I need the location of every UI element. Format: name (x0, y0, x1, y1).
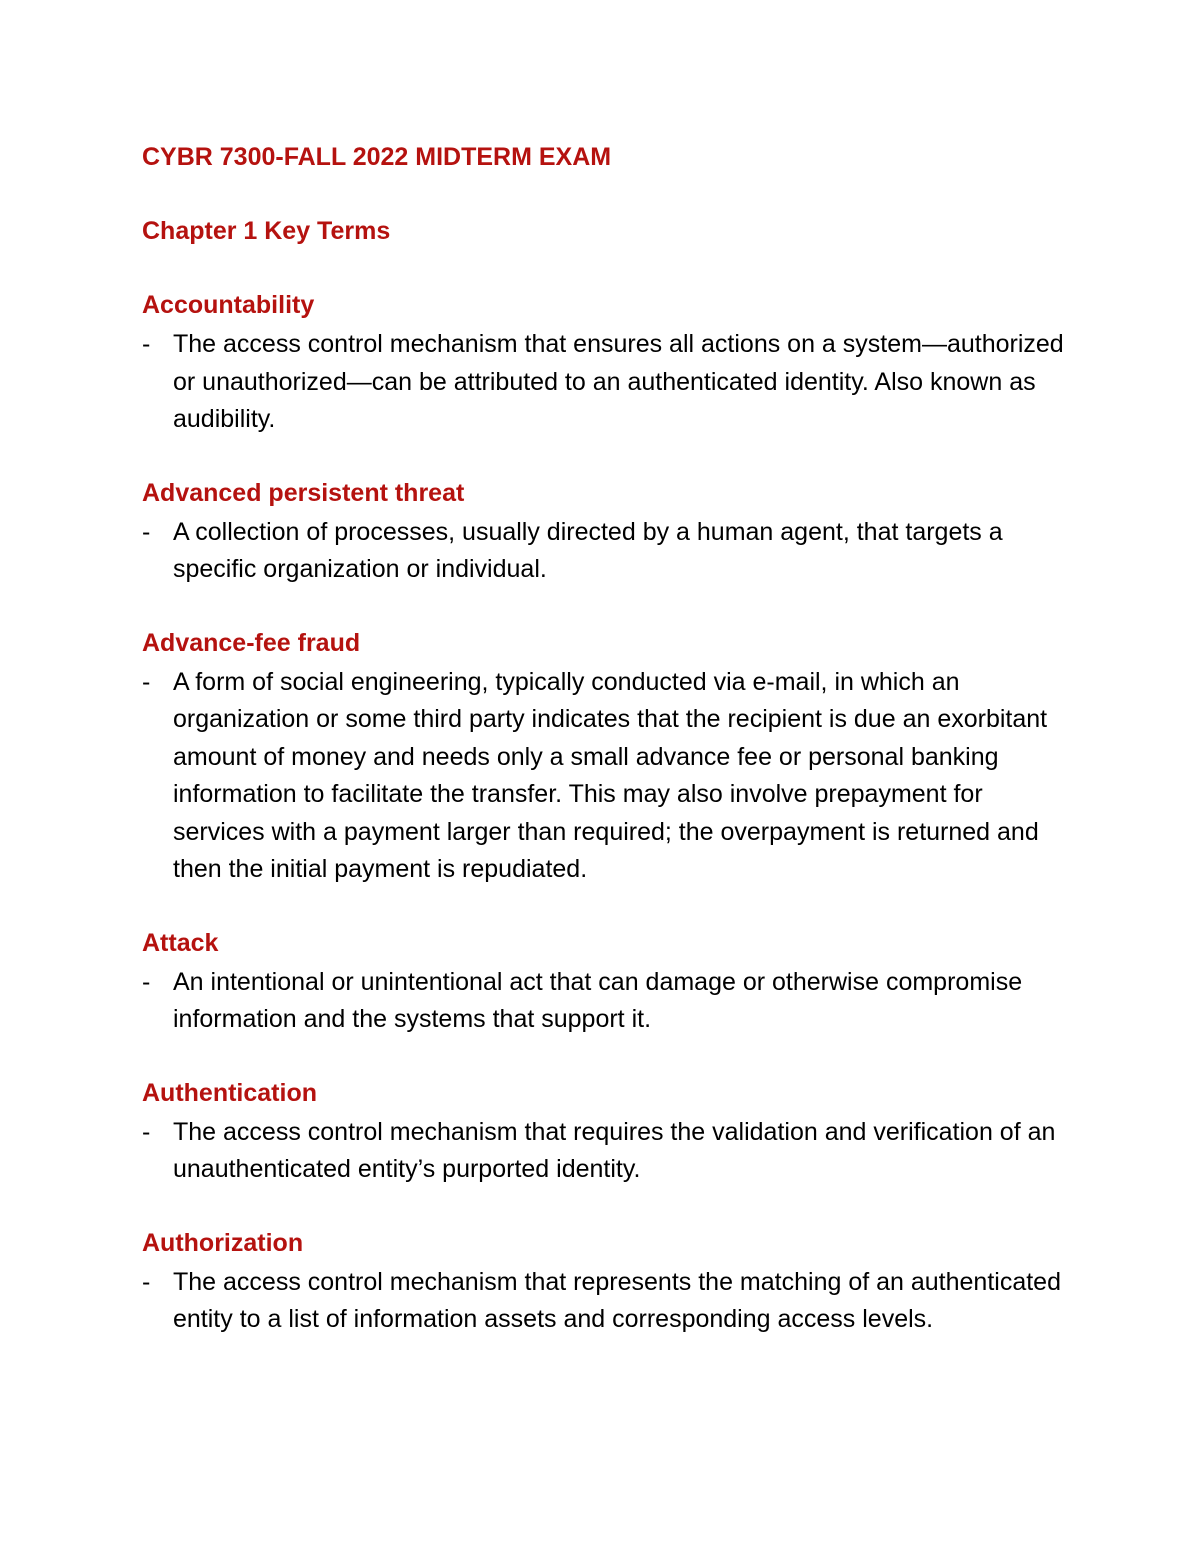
definition-text: A form of social engineering, typically conducted via e-mail, in which an organization or some third party indicates that the recipient is due an exorbitant amount of money and needs only a small advance fee or personal banking information to facilitate the transfer. This may also involve prepayment for services with a payment larger than required; the overpayment is returned and then the initial payment is repudiated. (173, 667, 1048, 883)
term-accountability (142, 288, 1072, 439)
bullet-dash: - (142, 1267, 151, 1296)
term-authentication (142, 1076, 1072, 1189)
term-definition (142, 1114, 1072, 1189)
term-name: Authentication (142, 1078, 317, 1107)
bullet-dash: - (142, 1117, 151, 1146)
term-definition (142, 514, 1072, 589)
bullet-dash: - (142, 330, 151, 358)
bullet-dash: - (142, 517, 151, 546)
term-definition (142, 664, 1072, 889)
term-definition (142, 964, 1072, 1039)
bullet-dash: - (142, 667, 151, 696)
term-name: Attack (142, 928, 219, 957)
definition-text: The access control mechanism that represents the matching of an authenticated entity to a list of information assets and corresponding access levels. (173, 1267, 1061, 1333)
term-definition (142, 1264, 1072, 1339)
document-title: CYBR 7300-FALL 2022 MIDTERM EXAM (142, 143, 612, 171)
chapter-heading: Chapter 1 Key Terms (142, 217, 391, 245)
term-name: Accountability (142, 291, 315, 319)
definition-text: The access control mechanism that ensures all actions on a system—authorized or unauthorized—can be attributed to an authenticated identity. Also known as audibility. (173, 330, 1064, 433)
document-content (142, 140, 1072, 1376)
bullet-dash: - (142, 967, 151, 996)
term-advance-fee-fraud (142, 626, 1072, 889)
term-name: Advance-fee fraud (142, 628, 361, 657)
term-advanced-persistent-threat (142, 476, 1072, 589)
term-name: Authorization (142, 1228, 304, 1257)
term-attack (142, 926, 1072, 1039)
term-name: Advanced persistent threat (142, 478, 465, 507)
definition-text: The access control mechanism that requires the validation and verification of an unauthenticated entity’s purported identity. (173, 1117, 1056, 1183)
term-definition (142, 326, 1072, 439)
definition-text: A collection of processes, usually directed by a human agent, that targets a specific organization or individual. (173, 517, 1003, 583)
definition-text: An intentional or unintentional act that can damage or otherwise compromise information and the systems that support it. (173, 967, 1023, 1033)
term-authorization (142, 1226, 1072, 1339)
